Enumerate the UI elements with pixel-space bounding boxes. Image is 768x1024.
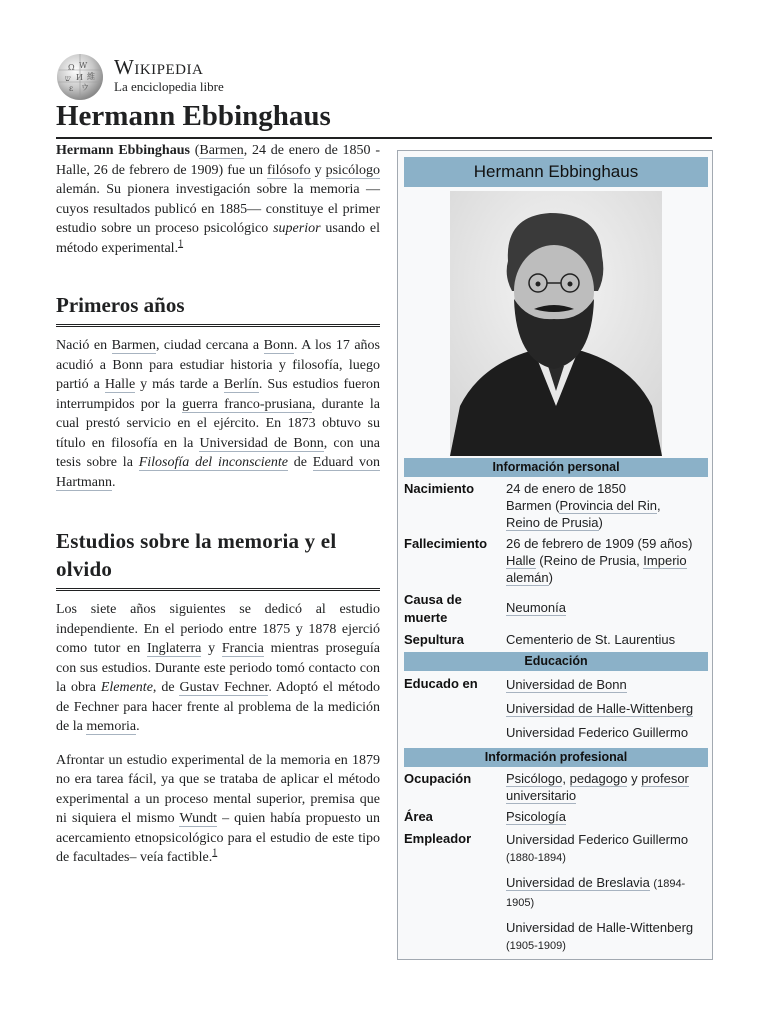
value-area [506,808,711,825]
link-psicologia[interactable]: Psicología [506,809,566,824]
value-sepultura: Cementerio de St. Laurentius [506,632,676,647]
svg-text:ウ: ウ [81,83,89,92]
article-body [56,141,380,868]
link-wundt[interactable]: Wundt [179,811,217,826]
link-universidad-de-halle-wittenberg[interactable]: Universidad de Halle-Wittenberg [506,701,694,716]
infobox-title: Hermann Ebbinghaus [404,157,708,187]
value-fallecimiento: 26 de febrero de 1909 (59 años) Halle (Reino de Prusia, Imperio alemán) [506,536,693,585]
section-heading-estudios-memoria: Estudios sobre la memoria y el olvido [56,527,380,591]
link-reino-de-prusia[interactable]: Reino de Prusia [506,515,599,530]
link-berlin[interactable]: Berlín [223,377,259,392]
portrait-photo[interactable] [450,191,662,456]
link-psicologo[interactable]: psicólogo [325,162,381,178]
link-filosofia-del-inconsciente[interactable]: Filosofía del inconsciente [138,455,288,470]
reference-1[interactable]: 1 [178,237,184,249]
label-area: Área [404,809,433,824]
link-halle-infobox[interactable]: Halle [506,553,536,568]
section2-paragraph-1: Los siete años siguientes se dedicó al estudio independiente. En el periodo entre 1875 y 1878 ejerció como tutor en Inglaterra y Francia mientras proseguía con sus estudios. Durante este periodo tomó contacto con la obra Elemente, de Gustav Fechner. Adoptó el método de Fechner para hacer frente al problema de la medición de la memoria. [56,602,380,734]
value-ocupacion: Psicólogo, pedagogo y profesor universitario [506,771,689,803]
link-bonn[interactable]: Bonn [263,338,294,353]
label-sepultura: Sepultura [404,632,464,647]
link-gustav-fechner[interactable]: Gustav Fechner [179,680,269,695]
infobox [397,150,713,960]
header-educacion: Educación [404,652,708,671]
label-fallecimiento: Fallecimiento [404,536,488,551]
link-pedagogo[interactable]: pedagogo [569,771,628,786]
link-universidad-de-breslavia[interactable]: Universidad de Breslavia [506,875,650,890]
label-causa-de-muerte: Causa de muerte [404,592,462,625]
link-eduard-von-hartmann[interactable]: Eduard von Hartmann [56,455,380,490]
link-neumonia[interactable]: Neumonía [506,600,566,615]
label-empleador: Empleador [404,831,472,846]
svg-text:維: 維 [87,72,95,81]
label-educado-en: Educado en [404,676,478,691]
brand-tagline: La enciclopedia libre [114,79,224,94]
wikipedia-wordmark[interactable] [114,55,224,94]
page-title: Hermann Ebbinghaus [56,97,712,139]
section2-paragraph-2: Afrontar un estudio experimental de la memoria en 1879 no era tarea fácil, ya que se trataba de aplicar el método experimental a un proceso mental superior, premisa que ni siquiera el mismo Wundt – quien había propuesto un acercamiento etnopsicológico para el estudio de este tipo de facultades– veía factible.$^1$ [56,752,380,865]
link-universidad-de-bonn-infobox[interactable]: Universidad de Bonn [506,677,627,692]
intro-paragraph: Hermann Ebbinghaus (Barmen, 24 de enero de 1850 - Halle, 26 de febrero de 1909) fue un filósofo y psicólogo alemán. Su pionera investigación sobre la memoria —cuyos resultados publicó en 1885— constituye el primer estudio sobre un proceso psicológico superior usando el método experimental.$^1$ [56,143,381,256]
header-informacion-personal: Información personal [404,458,708,477]
link-filosofo[interactable]: filósofo [267,162,311,178]
link-profesor-universitario[interactable]: profesor universitario [506,771,689,803]
section1-paragraph: Nació en Barmen, ciudad cercana a Bonn. A los 17 años acudió a Bonn para estudiar historia y filosofía, luego partió a Halle y más tarde a Berlín. Sus estudios fueron interrumpidos por la guerra franco-prusiana, durante la cual prestó servicio en el ejército. En 1873 obtuvo su título en filosofía en la Universidad de Bonn, con una tesis sobre la Filosofía del inconsciente de Eduard von Hartmann. [56,338,380,490]
link-universidad-de-bonn[interactable]: Universidad de Bonn [199,435,324,451]
wikipedia-globe-logo[interactable] [55,52,105,102]
svg-text:Ω: Ω [68,63,75,72]
reference-1b[interactable]: 1 [212,847,218,859]
education-item-3: Universidad Federico Guillermo [506,725,689,740]
link-barmen[interactable]: Barmen [199,143,244,158]
svg-text:ε: ε [69,84,74,93]
header-informacion-profesional: Información profesional [404,748,708,767]
link-psicologo-infobox[interactable]: Psicólogo [506,771,563,786]
value-causa-de-muerte [506,599,711,616]
svg-text:И: И [76,73,83,82]
label-nacimiento: Nacimiento [404,481,475,496]
label-ocupacion: Ocupación [404,771,472,786]
link-barmen-2[interactable]: Barmen [111,338,156,353]
link-francia[interactable]: Francia [221,641,264,656]
svg-text:ש: ש [65,74,71,83]
link-imperio-aleman[interactable]: Imperio alemán [506,553,687,585]
value-empleador: Universidad Federico Guillermo (1880-1894) Universidad de Breslavia (1894-1905) Universidad de Halle-Wittenberg (1905-1909) [506,832,694,952]
value-nacimiento: 24 de enero de 1850 Barmen (Provincia del Rin, Reino de Prusia) [506,481,661,530]
link-guerra-franco-prusiana[interactable]: guerra franco-prusiana [182,396,312,412]
brand-name: Wikipedia [114,55,204,79]
section-heading-primeros-anos: Primeros años [56,291,380,327]
link-provincia-del-rin[interactable]: Provincia del Rin [559,498,658,513]
value-educado-en [506,676,711,741]
svg-text:W: W [79,61,88,70]
link-inglaterra[interactable]: Inglaterra [146,641,202,656]
link-memoria[interactable]: memoria [86,719,137,734]
link-halle[interactable]: Halle [104,377,136,392]
